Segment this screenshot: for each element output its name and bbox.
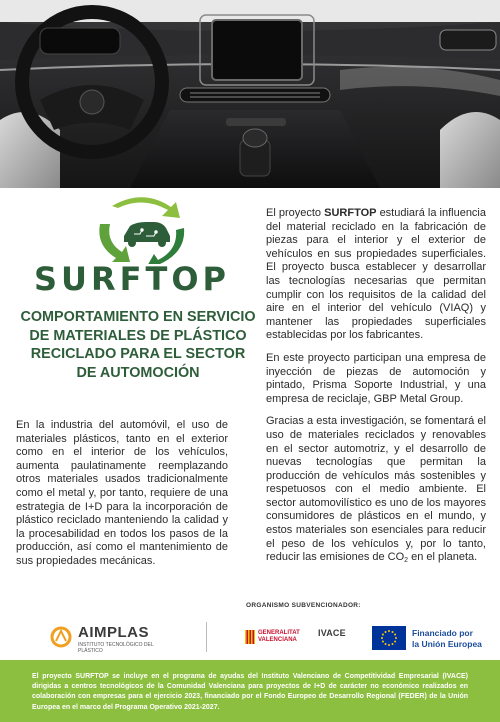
funding-footer <box>0 660 500 722</box>
eu-star <box>388 630 390 632</box>
aimplas-logo <box>50 622 200 656</box>
eu-star <box>381 637 383 639</box>
eu-star <box>382 641 384 643</box>
subscript: 2 <box>404 557 409 565</box>
eu-star <box>392 631 394 633</box>
eu-star <box>385 631 387 633</box>
page-title: COMPORTAMIENTO EN SERVICIO DE MATERIALES DE PLÁSTICO RECICLADO PARA EL SECTOR DE AUTOMOCIÓN <box>20 309 256 381</box>
generalitat-line-2: VALENCIANA <box>258 637 297 643</box>
generalitat-name <box>258 630 300 644</box>
text-fragment: Gracias a esta investigación, se fomentará el uso de materiales reciclados y renovables en el sector automotriz, y el desarrollo de nuevas tecnologías que permitan la producción de vehículos más sostenibles y respetuosos con el medio ambiente. El sector automovilístico es uno de los mayores consumidores de plásticos en el mundo, y estos materiales son esenciales para reducir el peso de los vehículos y, por lo tanto, reducir las emisiones de CO <box>266 415 486 564</box>
ivace-name: IVACE <box>318 628 346 638</box>
recycle-car-icon <box>28 194 228 264</box>
eu-star <box>392 643 394 645</box>
ivace-logo <box>318 628 346 638</box>
paragraph-project <box>266 207 486 343</box>
text-fragment: estudiará la influencia del material reciclado en la fabricación de piezas para el interior y el exterior de vehículos en sus propiedades superficiales. El proyecto busca establecer y desarrollar las tecnologías necesarias que permitan cumplir con los requisitos de la calidad del aire en el interior del vehículo (VIAQ) y mantener las propiedades superficiales establecidas por los fabricantes. <box>266 207 486 342</box>
eu-line-1: Financiado por <box>412 628 473 638</box>
eu-flag-icon <box>372 626 406 650</box>
eu-star <box>382 634 384 636</box>
eu-funding-text <box>412 628 482 649</box>
text-fragment: en el planeta. <box>408 551 478 564</box>
sponsor-label: ORGANISMO SUBVENCIONADOR: <box>246 602 361 609</box>
eu-star <box>394 641 396 643</box>
eu-line-2: la Unión Europea <box>412 638 482 649</box>
aimplas-name: AIMPLAS <box>78 624 149 641</box>
paragraph-benefits <box>266 415 486 568</box>
eu-star <box>395 637 397 639</box>
funding-notice: El proyecto SURFTOP se incluye en el programa de ayudas del Instituto Valenciano de Competitividad Empresarial (IVACE) dirigidas a centros tecnológicos de la Comunidad Valenciana para proyectos de I+D de carácter no económico realizados en colaboración con empresas para el ejercicio 2023, financiado por el Fondo Europeo de Desarrollo Regional (FEDER) de la Unión Europea en el marco del Programa Operativo 2021-2027. <box>32 673 468 711</box>
project-description <box>266 207 486 577</box>
eu-funding-logo <box>372 626 496 652</box>
aimplas-subtitle: INSTITUTO TECNOLÓGICO DEL PLÁSTICO <box>78 642 154 654</box>
generalitat-logo <box>244 624 314 654</box>
generalitat-crest-icon <box>244 628 256 648</box>
paragraph-partners: En este proyecto participan una empresa de inyección de piezas de automoción y pintado, Prisma Soporte Industrial, y una empresa de reciclaje, GBP Metal Group. <box>266 351 486 405</box>
aimplas-mark-icon <box>50 626 72 648</box>
brand-wordmark: SURFTOP <box>33 260 230 298</box>
divider <box>206 622 207 652</box>
sponsor-logos <box>0 614 500 660</box>
generalitat-line-1: GENERALITAT <box>258 630 300 636</box>
hero-car-interior-photo <box>0 0 500 188</box>
eu-star <box>388 644 390 646</box>
intro-paragraph: En la industria del automóvil, el uso de materiales plásticos, tanto en el exterior como en el interior de los vehículos, aumenta paulatinamente reemplazando otros materiales usados tradicionalmente como el metal y, por tanto, requiere de una estrategia de I+D para la incorporación de plástico reciclado manteniendo la calidad y la procesabilidad en todos los pasos de la producción, así como el mantenimiento de sus propiedades mecánicas. <box>16 419 228 567</box>
project-name: SURFTOP <box>324 207 377 219</box>
eu-star <box>385 643 387 645</box>
eu-star <box>394 634 396 636</box>
text-fragment: El proyecto <box>266 207 322 219</box>
